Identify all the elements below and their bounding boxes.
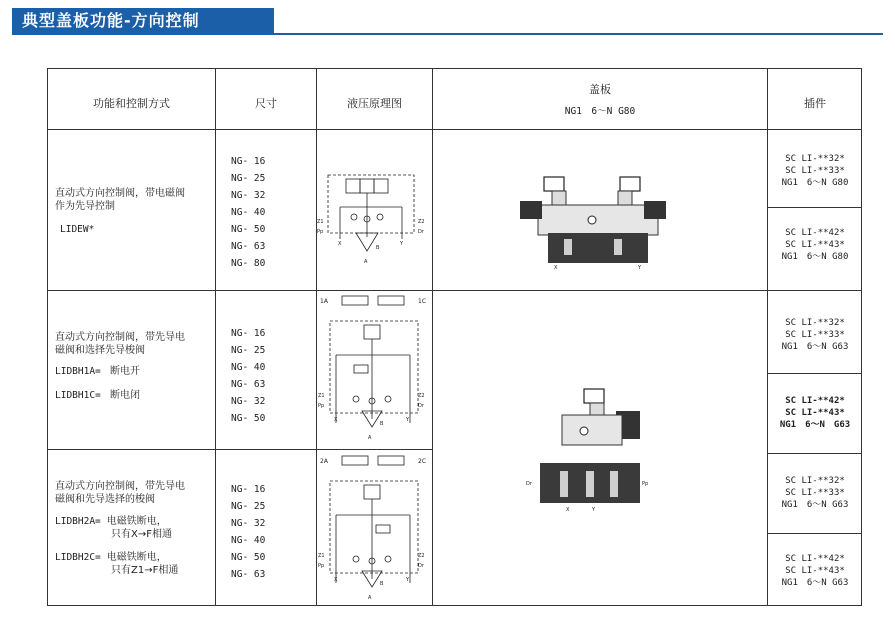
plug-divider [767,373,861,374]
svg-text:X: X [566,507,570,513]
svg-text:Y: Y [592,507,596,513]
plug-divider [767,453,861,454]
row3-hydraulic-diagram [316,453,432,605]
svg-text:Z1: Z1 [317,219,324,225]
row3-code-a: LIDBH2A= 电磁铁断电， 只有X→F相通 [55,516,172,540]
svg-text:B: B [380,581,384,587]
svg-text:1C: 1C [418,298,427,305]
row-divider [48,290,861,291]
svg-text:Pp: Pp [317,229,324,235]
header-divider [48,129,861,130]
svg-text:Z2: Z2 [418,219,425,225]
svg-text:Z2: Z2 [418,393,425,399]
svg-text:Pp: Pp [642,481,649,487]
row1-sizes: NG- 16 NG- 25 NG- 32 NG- 40 NG- 50 NG- 63 NG- 80 [231,156,266,269]
row2-hydraulic-diagram [316,293,432,445]
plug-cell-5: SC LI-**32* SC LI-**33* NG1 6～N G63 [781,476,849,510]
svg-text:Y: Y [400,241,404,247]
svg-text:Dr: Dr [418,403,424,409]
svg-text:Z1: Z1 [318,553,325,559]
row-divider [48,449,432,450]
col-divider [215,69,216,605]
svg-text:X: X [554,265,558,269]
svg-text:Y: Y [406,417,410,423]
svg-text:A: A [368,595,372,601]
header-cover: 盖板 [589,83,611,96]
svg-text:Dr: Dr [418,563,424,569]
svg-text:Pp: Pp [318,563,325,569]
plug-cell-4: SC LI-**42* SC LI-**43* NG1 6～N G63 [779,396,851,430]
plug-cell-6: SC LI-**42* SC LI-**43* NG1 6～N G63 [781,554,849,588]
svg-text:2A: 2A [320,458,328,465]
row1-description: 直动式方向控制阀，带电磁阀 作为先导控制 [55,188,185,212]
header-function: 功能和控制方式 [93,97,170,110]
row2-cover-plate-image [526,381,656,521]
title-underline [12,33,883,35]
svg-text:A: A [368,435,372,441]
svg-text:B: B [376,245,380,251]
svg-text:Dr: Dr [418,229,424,235]
header-plug: 插件 [804,97,826,110]
header-cover-range: NG1 6～N G80 [564,106,636,117]
col-divider [432,69,433,605]
row3-sizes: NG- 16 NG- 25 NG- 32 NG- 40 NG- 50 NG- 63 [231,484,266,580]
svg-text:Z1: Z1 [318,393,325,399]
svg-text:Z2: Z2 [418,553,425,559]
row2-code-c: LIDBH1C= 断电闭 [55,390,140,401]
plug-divider [767,533,861,534]
row1-cover-plate-image [518,169,668,269]
header-hydraulic: 液压原理图 [347,97,402,110]
svg-text:Pp: Pp [318,403,325,409]
plug-cell-1: SC LI-**32* SC LI-**33* NG1 6～N G80 [781,154,849,188]
page-title: 典型盖板功能-方向控制 [12,8,274,33]
row1-code: LIDEW* [60,224,95,235]
svg-text:1A: 1A [320,298,328,305]
plug-cell-3: SC LI-**32* SC LI-**33* NG1 6～N G63 [781,318,849,352]
svg-text:X: X [334,577,338,583]
svg-text:Dr: Dr [526,481,532,487]
svg-text:2C: 2C [418,458,427,465]
row2-code-a: LIDBH1A= 断电开 [55,366,140,377]
row2-sizes: NG- 16 NG- 25 NG- 40 NG- 63 NG- 32 NG- 50 [231,328,266,424]
plug-divider [767,207,861,208]
row2-description: 直动式方向控制阀，带先导电 磁阀和选择先导梭阀 [55,332,185,356]
svg-text:B: B [380,421,384,427]
function-table [47,68,862,606]
svg-text:A: A [364,259,368,265]
header-size: 尺寸 [255,97,277,110]
svg-text:X: X [338,241,342,247]
svg-text:X: X [334,417,338,423]
plug-cell-2: SC LI-**42* SC LI-**43* NG1 6～N G80 [781,228,849,262]
svg-text:Y: Y [406,577,410,583]
row3-description: 直动式方向控制阀，带先导电 磁阀和先导选择的梭阀 [55,481,185,505]
svg-text:Y: Y [638,265,642,269]
row1-hydraulic-diagram [316,167,432,271]
row3-code-c: LIDBH2C= 电磁铁断电， 只有Z1→F相通 [55,552,179,576]
